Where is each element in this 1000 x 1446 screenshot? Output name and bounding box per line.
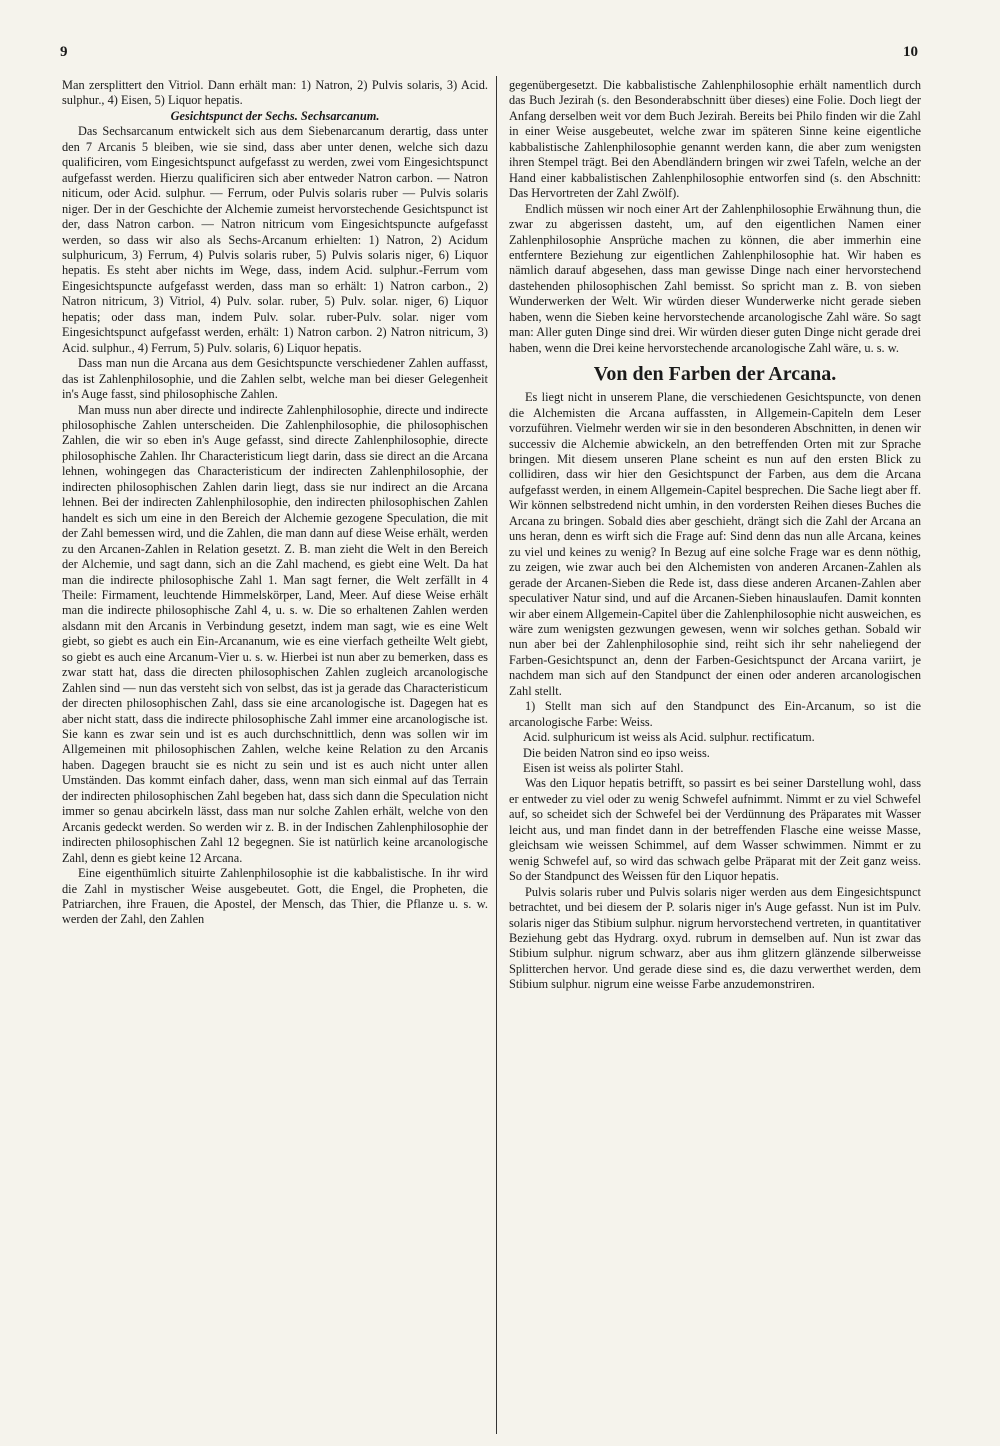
- paragraph: Man zersplittert den Vitriol. Dann erhält man: 1) Natron, 2) Pulvis solaris, 3) Acid. sulphur., 4) Eisen, 5) Liquor hepatis.: [62, 78, 488, 108]
- paragraph: Das Sechsarcanum entwickelt sich aus dem Siebenarcanum derartig, dass unter den 7 Arcanis 5 bleiben, wie sie sind, dass aber unter denen, welche sich dazu qualificiren, vom Eingesichtspunct aufgefasst zu werden, zwei vom Eingesichtspunct aufgefasst werden. Hierzu qualificiren sich aber entweder Natron carbon. — Natron niticum, oder Acid. sulphur. — Ferrum, oder Pulvis solaris ruber — Pulvis solaris niger. Der in der Geschichte der Alchemie zumeist hervorstechende Gesichtspunct ist der, dass Natron carbon. — Natron nitricum vom Eingesichtspuncte aufgefasst werden, so dass wir also als Sechs-Arcanum erhielten: 1) Natron, 2) Acidum sulphuricum, 3) Ferrum, 4) Pulvis solaris ruber, 5) Pulvis solaris niger, 6) Liquor hepatis. Es steht aber nichts im Wege, dass, indem Acid. sulphur.-Ferrum vom Eingesichtspuncte aufgefasst werden, dass man so erhält: 1) Natron carbon., 2) Natron nitricum, 3) Vitriol, 4) Pulv. solar. ruber, 5) Pulv. solar. niger, 6) Liquor hepatis; oder dass man, indem Pulv. solar. ruber-Pulv. solar. niger vom Eingesichtspunct aufgefasst werden, erhält: 1) Natron carbon. 2) Natron nitricum, 3) Acid. sulphur., 4) Ferrum, 5) Pulv. solaris, 6) Liquor hepatis.: [62, 124, 488, 355]
- section-heading: Von den Farben der Arcana.: [593, 363, 837, 386]
- paragraph: Dass man nun die Arcana aus dem Gesichtspuncte verschiedener Zahlen auffasst, das ist Zahlenphilosophie, und die Zahlen selbt, welche man bei dieser Gelegenheit in's Auge fasst, sind philosophische Zahlen.: [62, 356, 488, 402]
- paragraph: Eine eigenthümlich situirte Zahlenphilosophie ist die kabbalistische. In ihr wird die Zahl in mystischer Weise ausgebeutet. Gott, die Engel, die Propheten, die Patriarchen, ihre Frauen, die Apostel, der Mensch, das Thier, die Pflanze u. s. w. werden der Zahl, den Zahlen: [62, 866, 488, 927]
- paragraph: gegenübergesetzt. Die kabbalistische Zahlenphilosophie erhält namentlich durch das Buch Jezirah (s. den Besonderabschnitt über dieses) eine Folie. Doch liegt der Anfang derselben weit vor dem Buch Jezirah. Bereits bei Philo finden wir die Zahl in einer Weise ausgebeutet, welche zwar im späteren Sinne keine eigentliche kabbalistische Zahlenphilosophie genannt werden kann, die aber zum wenigsten ihren Stempel trägt. Bei den Abendländern bringen wir zwei Tafeln, welche an der Hand einer kabbalistischen Zahlenphilosophie entworfen sind (s. den Abschnitt: Das Hervortreten der Zahl Zwölf).: [509, 78, 921, 201]
- page-number-right: 10: [903, 44, 918, 60]
- subheading: Gesichtspunct der Sechs. Sechsarcanum.: [170, 108, 380, 123]
- left-column: [62, 78, 488, 928]
- paragraph: Eisen ist weiss als polirter Stahl.: [523, 761, 684, 776]
- column-divider: [496, 76, 497, 1434]
- page-number-left: 9: [60, 44, 68, 60]
- right-column: [509, 78, 921, 993]
- paragraph: Die beiden Natron sind eo ipso weiss.: [523, 745, 710, 760]
- paragraph: Acid. sulphuricum ist weiss als Acid. sulphur. rectificatum.: [523, 730, 815, 745]
- paragraph: Endlich müssen wir noch einer Art der Zahlenphilosophie Erwähnung thun, die zwar zu abgerissen dasteht, um, auf den eigentlichen Namen einer Zahlenphilosophie Ansprüche machen zu können, die aber immerhin eine entferntere Beziehung zur eigentlichen Zahlenphilosophie hat. Wir haben es nämlich darauf abgesehen, dass man gewisse Dinge nach einer hervorstechend dastehenden philosophischen Zahl bemisst. So spricht man z. B. von sieben Wunderwerken der Welt. Wir würden dieser Wunderwerke nicht gerade sieben haben, wenn die Sieben keine hervorstechende arcanologische Zahl wäre. So sagt man: Aller guten Dinge sind drei. Wir würden dieser guten Dinge nicht gerade drei haben, wenn die Drei keine hervorstechende arcanologische Zahl wäre, u. s. w.: [509, 201, 921, 355]
- paragraph: 1) Stellt man sich auf den Standpunct des Ein-Arcanum, so ist die arcanologische Farbe: Weiss.: [509, 699, 921, 729]
- paragraph: Pulvis solaris ruber und Pulvis solaris niger werden aus dem Eingesichtspunct betrachtet, und bei diesem der P. solaris niger in's Auge gefasst. Nun ist im Pulv. solaris niger das Stibium sulphur. nigrum hervorstechend vertreten, in quantitativer Beziehung gebt das Hydrarg. oxyd. rubrum in demselben auf. Nun ist zwar das Stibium sulphur. nigrum schwarz, aber aus ihm glitzern glänzende silberweisse Splitterchen hervor. Und gerade diese sind es, die dazu verwerthet werden, dem Stibium sulphur. nigrum eine weisse Farbe anzudemonstriren.: [509, 884, 921, 992]
- paragraph: Man muss nun aber directe und indirecte Zahlenphilosophie, directe und indirecte philosophische Zahlen unterscheiden. Die Zahlenphilosophie, die philosophischen Zahlen, die wir so eben in's Auge gefasst, sind directe Zahlenphilosophie, directe philosophische Zahlen. Ihr Characteristicum liegt darin, dass sie direct an die Arcana lehnen, wohingegen das Characteristicum der indirecten Zahlenphilosophie, der indirecten philosophischen Zahlen darin liegt, dass sie nur indirect an die Arcana lehnen. Bei der indirecten Zahlenphilosophie, den indirecten philosophischen Zahlen handelt es sich um eine in den Bereich der Alchemie gezogene Speculation, die mit der Zahl bemessen wird, und die Zahlen, die man dann auf diese Weise erhält, werden zu den Arcanen-Zahlen in Relation gesetzt. Z. B. man zieht die Welt in den Bereich der Alchemie, und sagt dann, sich an die Zahl machend, es giebt eine Welt. Da hat man die indirecte philosophische Zahl 1. Man sagt ferner, die Welt zerfällt in 4 Theile: Firmament, leuchtende Himmelskörper, Land, Meer. Auf diese Weise erhält man die indirecte philosophische Zahl 4, u. s. w. Die so erhaltenen Zahlen werden alsdann mit den Arcanis in Verbindung gesetzt, indem man sagt, wie es eine Welt giebt, so giebt es auch ein Ein-Arcananum, wie es eine vierfach getheilte Welt giebt, so giebt es auch eine Arcanum-Vier u. s. w. Hierbei ist nun aber zu bemerken, dass es zwar statt hat, dass die directen philosophischen Zahlen zugleich arcanologische Zahlen sind — nun das versteht sich von selbst, das ist ja gerade das Characteristicum der directen philosophischen Zahl, dass sie eine arcanologische ist. Dagegen hat es aber nicht statt, dass die indirecte philosophische Zahl immer eine arcanologische ist. Sie kann es zwar sein und ist es auch durchschnittlich, denn was sollen wir im Allgemeinen mit philosophischen Zahlen, welche keine Relation zu den Arcanis haben. Dagegen braucht sie es nicht zu sein und ist es auch nicht unter allen Umständen. Das kommt einfach daher, dass, wenn man sich einmal auf das Terrain der indirecten philosophischen Zahl begeben hat, dass sich dann die Speculation nicht immer so genau abcirkeln lässt, dass man nur solche Zahlen erhält, welche von den Arcanis gedeckt werden. So werden wir z. B. in der Indischen Zahlenphilosophie der indirecten philosophischen Zahl 12 begegnen. Sie ist natürlich keine arcanologische Zahl, denn es giebt keine 12 Arcana.: [62, 402, 488, 865]
- paragraph: Es liegt nicht in unserem Plane, die verschiedenen Gesichtspuncte, von denen die Alchemisten die Arcana auffassten, in Allgemein-Capiteln dem Leser vorzuführen. Vielmehr werden wir sie in den besonderen Abschnitten, in denen wir successiv die Alchemie abwickeln, an den betreffenden Orten mit zur Sprache bringen. Mit diesem unseren Plane scheint es nun auf den ersten Blick zu collidiren, dass wir hier den Gesichtspunct der Farben, aus dem die Arcana aufgefasst werden, in einem Allgemein-Capitel besprechen. Die Sache liegt aber ff. Wir können selbstredend nicht umhin, in den vordersten Reihen dieses Buches die Arcana zu bringen. Sobald dies aber geschieht, drängt sich die Zahl der Arcana an uns heran, denn es wirft sich die Frage auf: Sind denn das nun alle Arcana, keines zu viel und keines zu wenig? In Bezug auf eine solche Frage war es denn nöthig, zu zeigen, wie zwar auch bei den Alchemisten von anderen Arcanen-Zahlen als gerade der Arcanen-Sieben die Rede ist, dass diese anderen Arcanen-Zahlen aber speculativer Natur sind, und auf die Arcanen-Sieben hinauslaufen. Damit konnten wir aber einem Allgemein-Capitel über die Zahlenphilosophie nicht ausweichen, es wäre zum wenigsten gezwungen gewesen, wenn wir solches gethan. Sobald wir nun aber bei der Zahlenphilosophie sind, reiht sich ihr sehr naheliegend der Farben-Gesichtspunct an, denn der Farben-Gesichtspunct der Arcana variirt, je nachdem man sich auf den Standpunct der einen oder anderen arcanologischen Zahl stellt.: [509, 390, 921, 698]
- paragraph: Was den Liquor hepatis betrifft, so passirt es bei seiner Darstellung wohl, dass er entweder zu viel oder zu wenig Schwefel aufnimmt. Nimmt er zu viel Schwefel auf, so scheidet sich der Schwefel bei der Verdünnung des Präparates mit Wasser leicht aus, und man findet dann in der betreffenden Flasche eine weisse Masse, gleichsam wie weissen Schimmel, auf dem Wasser schwimmen. Nimmt er zu wenig Schwefel auf, so wird das schwach gelbe Präparat mit der Zeit ganz weiss. So der Standpunct des Weissen für den Liquor hepatis.: [509, 776, 921, 884]
